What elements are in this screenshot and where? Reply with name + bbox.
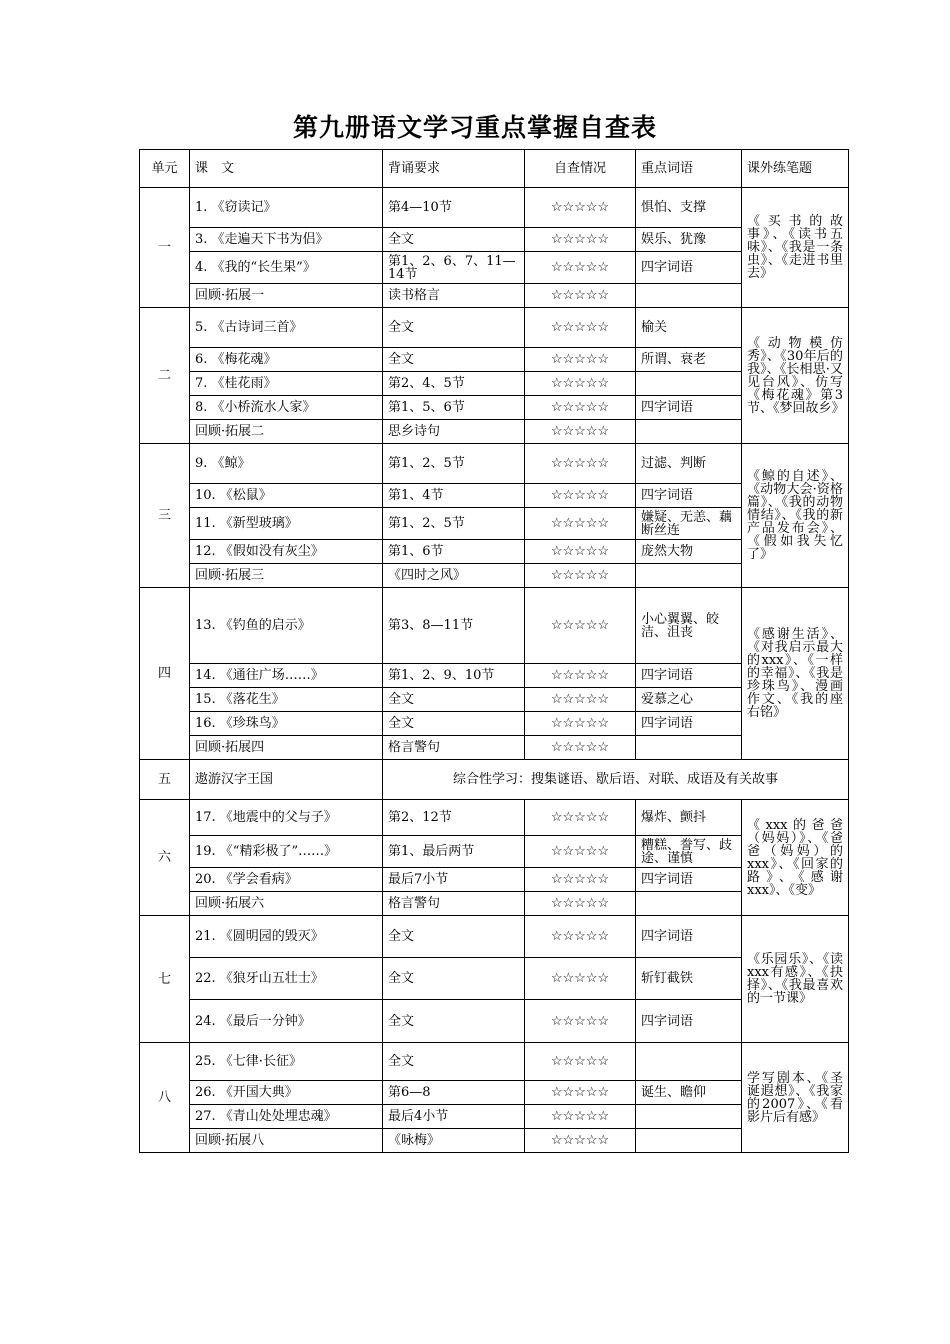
key-words (636, 892, 742, 916)
lesson-title: 14. 《通往广场……》 (190, 664, 383, 688)
homework-topics: 学写剧本、《圣诞遐想》、《我家的2007》、《看影片后有感》 (742, 1043, 849, 1153)
recite-requirement: 第1、2、5节 (383, 508, 525, 540)
homework-topics: 《动物模仿秀》、《30年后的我》、《长相思·又见台风》、仿写《梅花魂》第3节、《梦回故乡》 (742, 308, 849, 444)
key-words: 四字词语 (636, 868, 742, 892)
table-row (140, 588, 849, 664)
self-check-stars: ☆☆☆☆☆ (525, 868, 636, 892)
lesson-title: 回顾·拓展四 (190, 736, 383, 760)
key-words: 四字词语 (636, 916, 742, 958)
self-check-stars: ☆☆☆☆☆ (525, 664, 636, 688)
recite-requirement: 全文 (383, 348, 525, 372)
self-check-stars: ☆☆☆☆☆ (525, 420, 636, 444)
self-check-stars: ☆☆☆☆☆ (525, 508, 636, 540)
lesson-title: 26. 《开国大典》 (190, 1081, 383, 1105)
recite-requirement: 第1、最后两节 (383, 836, 525, 868)
self-check-stars: ☆☆☆☆☆ (525, 564, 636, 588)
self-check-stars: ☆☆☆☆☆ (525, 1081, 636, 1105)
recite-requirement: 全文 (383, 1043, 525, 1081)
lesson-title: 20. 《学会看病》 (190, 868, 383, 892)
unit-label: 六 (140, 800, 190, 916)
table-row (140, 916, 849, 958)
lesson-title: 5. 《古诗词三首》 (190, 308, 383, 348)
self-check-stars: ☆☆☆☆☆ (525, 588, 636, 664)
key-words: 四字词语 (636, 396, 742, 420)
self-check-stars: ☆☆☆☆☆ (525, 836, 636, 868)
lesson-title: 1. 《窃读记》 (190, 188, 383, 228)
self-check-stars: ☆☆☆☆☆ (525, 1043, 636, 1081)
key-words: 爱慕之心 (636, 688, 742, 712)
homework-topics: 《感谢生活》、《对我启示最大的xxx》、《一样的幸福》、《我是珍珠鸟》、漫画作文、《我的座右铭》 (742, 588, 849, 760)
unit-label: 八 (140, 1043, 190, 1153)
recite-requirement: 全文 (383, 688, 525, 712)
recite-requirement: 第1、2、6、7、11—14节 (383, 252, 525, 284)
lesson-title: 19. 《“精彩极了”……》 (190, 836, 383, 868)
recite-requirement: 第1、5、6节 (383, 396, 525, 420)
lesson-title: 13. 《钓鱼的启示》 (190, 588, 383, 664)
self-check-stars: ☆☆☆☆☆ (525, 1129, 636, 1153)
key-words (636, 372, 742, 396)
self-check-stars: ☆☆☆☆☆ (525, 540, 636, 564)
lesson-title: 回顾·拓展二 (190, 420, 383, 444)
recite-requirement: 全文 (383, 916, 525, 958)
key-words: 嫌疑、无恙、藕断丝连 (636, 508, 742, 540)
recite-requirement: 格言警句 (383, 736, 525, 760)
recite-requirement: 第4—10节 (383, 188, 525, 228)
recite-requirement: 全文 (383, 958, 525, 1000)
recite-requirement: 全文 (383, 228, 525, 252)
lesson-title: 27. 《青山处处埋忠魂》 (190, 1105, 383, 1129)
key-words: 四字词语 (636, 712, 742, 736)
lesson-title: 16. 《珍珠鸟》 (190, 712, 383, 736)
recite-requirement: 第1、6节 (383, 540, 525, 564)
header-unit: 单元 (140, 150, 190, 188)
self-check-stars: ☆☆☆☆☆ (525, 958, 636, 1000)
self-check-stars: ☆☆☆☆☆ (525, 348, 636, 372)
lesson-title: 4. 《我的“长生果”》 (190, 252, 383, 284)
key-words: 糟糕、誊写、歧途、谨慎 (636, 836, 742, 868)
key-words: 斩钉截铁 (636, 958, 742, 1000)
key-words (636, 1105, 742, 1129)
recite-requirement: 第2、12节 (383, 800, 525, 836)
key-words: 娱乐、犹豫 (636, 228, 742, 252)
lesson-title: 10. 《松鼠》 (190, 484, 383, 508)
key-words (636, 284, 742, 308)
recite-requirement: 最后4小节 (383, 1105, 525, 1129)
self-check-stars: ☆☆☆☆☆ (525, 800, 636, 836)
lesson-title: 8. 《小桥流水人家》 (190, 396, 383, 420)
lesson-title: 15. 《落花生》 (190, 688, 383, 712)
self-check-stars: ☆☆☆☆☆ (525, 712, 636, 736)
homework-topics: 《乐园乐》、《读xxx有感》、《抉择》、《我最喜欢的一节课》 (742, 916, 849, 1043)
self-check-stars: ☆☆☆☆☆ (525, 688, 636, 712)
page-title: 第九册语文学习重点掌握自查表 (292, 113, 657, 142)
self-check-stars: ☆☆☆☆☆ (525, 308, 636, 348)
self-check-stars: ☆☆☆☆☆ (525, 736, 636, 760)
self-check-stars: ☆☆☆☆☆ (525, 252, 636, 284)
self-check-stars: ☆☆☆☆☆ (525, 1000, 636, 1043)
self-check-stars: ☆☆☆☆☆ (525, 396, 636, 420)
self-check-stars: ☆☆☆☆☆ (525, 1105, 636, 1129)
header-lesson: 课 文 (190, 150, 383, 188)
header-words: 重点词语 (636, 150, 742, 188)
key-words: 诞生、瞻仰 (636, 1081, 742, 1105)
table-row (140, 188, 849, 228)
lesson-title: 9. 《鲸》 (190, 444, 383, 484)
recite-requirement: 第1、4节 (383, 484, 525, 508)
self-check-stars: ☆☆☆☆☆ (525, 444, 636, 484)
unit-label: 二 (140, 308, 190, 444)
recite-requirement: 《咏梅》 (383, 1129, 525, 1153)
homework-topics: 《鲸的自述》、《动物大会·资格篇》、《我的动物情结》、《我的新产品发布会》、《假如我失忆了》 (742, 444, 849, 588)
homework-topics: 《xxx的爸爸（妈妈）》、《爸爸（妈妈）的xxx》、《回家的路》、《感谢xxx》、《变》 (742, 800, 849, 916)
unit-label: 三 (140, 444, 190, 588)
self-check-stars: ☆☆☆☆☆ (525, 484, 636, 508)
recite-requirement: 《四时之风》 (383, 564, 525, 588)
table-row (140, 1043, 849, 1081)
unit-label: 七 (140, 916, 190, 1043)
key-words: 小心翼翼、皎洁、沮丧 (636, 588, 742, 664)
lesson-title: 回顾·拓展八 (190, 1129, 383, 1153)
homework-topics: 《买书的故事》、《读书五味》、《我是一条虫》、《走进书里去》 (742, 188, 849, 308)
key-words: 庞然大物 (636, 540, 742, 564)
recite-requirement: 全文 (383, 1000, 525, 1043)
lesson-title: 回顾·拓展一 (190, 284, 383, 308)
recite-requirement: 第2、4、5节 (383, 372, 525, 396)
lesson-title: 21. 《圆明园的毁灭》 (190, 916, 383, 958)
header-homework: 课外练笔题 (742, 150, 849, 188)
table-row (140, 800, 849, 836)
recite-requirement: 第6—8 (383, 1081, 525, 1105)
key-words: 过滤、判断 (636, 444, 742, 484)
lesson-title: 回顾·拓展三 (190, 564, 383, 588)
recite-requirement: 思乡诗句 (383, 420, 525, 444)
unit-label: 一 (140, 188, 190, 308)
integrated-study-note: 综合性学习：搜集谜语、歇后语、对联、成语及有关故事 (383, 760, 849, 800)
key-words: 四字词语 (636, 664, 742, 688)
lesson-title: 22. 《狼牙山五壮士》 (190, 958, 383, 1000)
self-check-stars: ☆☆☆☆☆ (525, 372, 636, 396)
header-recite: 背诵要求 (383, 150, 525, 188)
recite-requirement: 第1、2、9、10节 (383, 664, 525, 688)
key-words (636, 420, 742, 444)
key-words: 四字词语 (636, 484, 742, 508)
header-row (140, 150, 849, 188)
recite-requirement: 全文 (383, 712, 525, 736)
recite-requirement: 第1、2、5节 (383, 444, 525, 484)
lesson-title: 遨游汉字王国 (190, 760, 383, 800)
recite-requirement: 第3、8—11节 (383, 588, 525, 664)
unit-label: 四 (140, 588, 190, 760)
table-row (140, 444, 849, 484)
self-check-stars: ☆☆☆☆☆ (525, 188, 636, 228)
lesson-title: 25. 《七律·长征》 (190, 1043, 383, 1081)
key-words (636, 1043, 742, 1081)
key-words: 四字词语 (636, 1000, 742, 1043)
lesson-title: 7. 《桂花雨》 (190, 372, 383, 396)
recite-requirement: 最后7小节 (383, 868, 525, 892)
key-words (636, 564, 742, 588)
self-check-stars: ☆☆☆☆☆ (525, 892, 636, 916)
self-check-stars: ☆☆☆☆☆ (525, 916, 636, 958)
self-check-table (139, 149, 849, 1153)
table-row (140, 760, 849, 800)
self-check-stars: ☆☆☆☆☆ (525, 284, 636, 308)
lesson-title: 3. 《走遍天下书为侣》 (190, 228, 383, 252)
unit-label: 五 (140, 760, 190, 800)
key-words: 四字词语 (636, 252, 742, 284)
lesson-title: 12. 《假如没有灰尘》 (190, 540, 383, 564)
table-row (140, 308, 849, 348)
lesson-title: 11. 《新型玻璃》 (190, 508, 383, 540)
lesson-title: 6. 《梅花魂》 (190, 348, 383, 372)
key-words: 爆炸、颤抖 (636, 800, 742, 836)
key-words: 所谓、衰老 (636, 348, 742, 372)
key-words (636, 736, 742, 760)
key-words (636, 1129, 742, 1153)
recite-requirement: 读书格言 (383, 284, 525, 308)
header-check: 自查情况 (525, 150, 636, 188)
key-words: 榆关 (636, 308, 742, 348)
self-check-stars: ☆☆☆☆☆ (525, 228, 636, 252)
recite-requirement: 格言警句 (383, 892, 525, 916)
lesson-title: 17. 《地震中的父与子》 (190, 800, 383, 836)
lesson-title: 回顾·拓展六 (190, 892, 383, 916)
recite-requirement: 全文 (383, 308, 525, 348)
lesson-title: 24. 《最后一分钟》 (190, 1000, 383, 1043)
key-words: 惧怕、支撑 (636, 188, 742, 228)
